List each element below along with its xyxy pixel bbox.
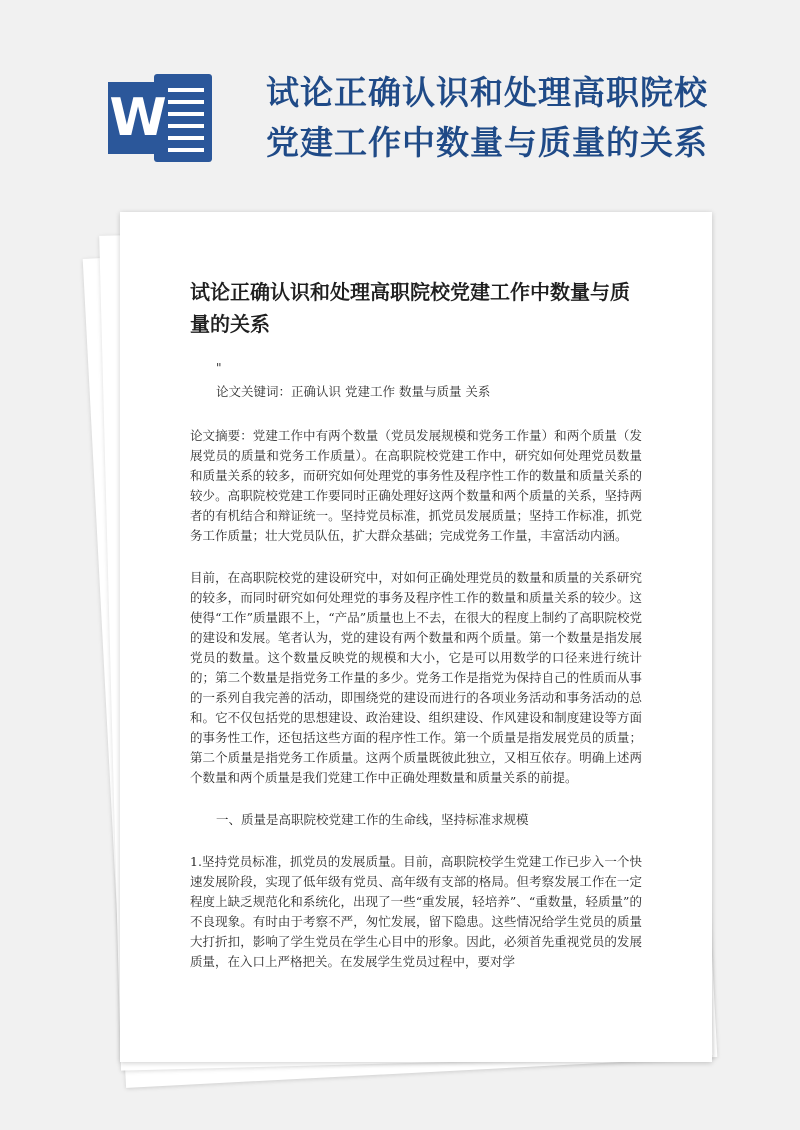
document-page bbox=[120, 212, 712, 1062]
section-heading-1: 一、质量是高职院校党建工作的生命线，坚持标准求规模 bbox=[216, 812, 529, 827]
word-letter-badge: W bbox=[108, 82, 168, 154]
banner-title-line-1: 试论正确认识和处理高职院校 bbox=[266, 73, 708, 112]
paper-title: 试论正确认识和处理高职院校党建工作中数量与质量的关系 bbox=[190, 280, 630, 336]
section-1-paragraph-1: 1.坚持党员标准，抓党员的发展质量。目前，高职院校学生党建工作已步入一个快速发展阶段，实现了低年级有党员、高年级有支部的格局。但考察发展工作在一定程度上缺乏规范化和系统化，出现了一些“重发展，轻培养”、“重数量，轻质量”的不良现象。有时由于考察不严，匆忙发展，留下隐患。这些情况给学生党员的质量大打折扣，影响了学生党员在学生心目中的形象。因此，必须首先重视党员的发展质量，在入口上严格把关。在发展学生党员过程中，要对学 bbox=[190, 854, 642, 969]
keywords-line: 论文关键词：正确认识 党建工作 数量与质量 关系 bbox=[216, 384, 491, 399]
abstract-paragraph: 论文摘要：党建工作中有两个数量（党员发展规模和党务工作量）和两个质量（发展党员的质量和党务工作质量）。在高职院校党建工作中，研究如何处理党员数量和质量关系的较多，而研究如何处理党的事务性及程序性工作的数量和质量关系的较少。高职院校党建工作要同时正确处理好这两个数量和两个质量的关系，坚持两者的有机结合和辩证统一。坚持党员标准，抓党员发展质量；坚持工作标准，抓党务工作质量；壮大党员队伍，扩大群众基础；完成党务工作量，丰富活动内涵。 bbox=[190, 428, 642, 543]
quote-mark: " bbox=[216, 361, 222, 375]
banner-title bbox=[266, 68, 786, 168]
intro-paragraph: 目前，在高职院校党的建设研究中，对如何正确处理党员的数量和质量的关系研究的较多，而同时研究如何处理党的事务及程序性工作的数量和质量关系的较少。这使得“工作”质量跟不上，“产品”质量也上不去，在很大的程度上制约了高职院校党的建设和发展。笔者认为，党的建设有两个数量和两个质量。第一个数量是指发展党员的数量。这个数量反映党的规模和大小，它是可以用数学的口径来进行统计的；第二个数量是指党务工作量的多少。党务工作是指党为保持自己的性质而从事的一系列自我完善的活动，即围绕党的建设而进行的各项业务活动和事务活动的总和。它不仅包括党的思想建设、政治建设、组织建设、作风建设和制度建设等方面的事务性工作，还包括这些方面的程序性工作。第一个质量是指发展党员的质量；第二个质量是指党务工作质量。这两个质量既彼此独立，又相互依存。明确上述两个数量和两个质量是我们党建工作中正确处理数量和质量关系的前提。 bbox=[190, 570, 642, 785]
page-content bbox=[190, 276, 642, 994]
word-document-icon bbox=[108, 68, 218, 168]
header-banner bbox=[0, 0, 800, 215]
banner-title-line-2: 党建工作中数量与质量的关系 bbox=[266, 123, 708, 162]
